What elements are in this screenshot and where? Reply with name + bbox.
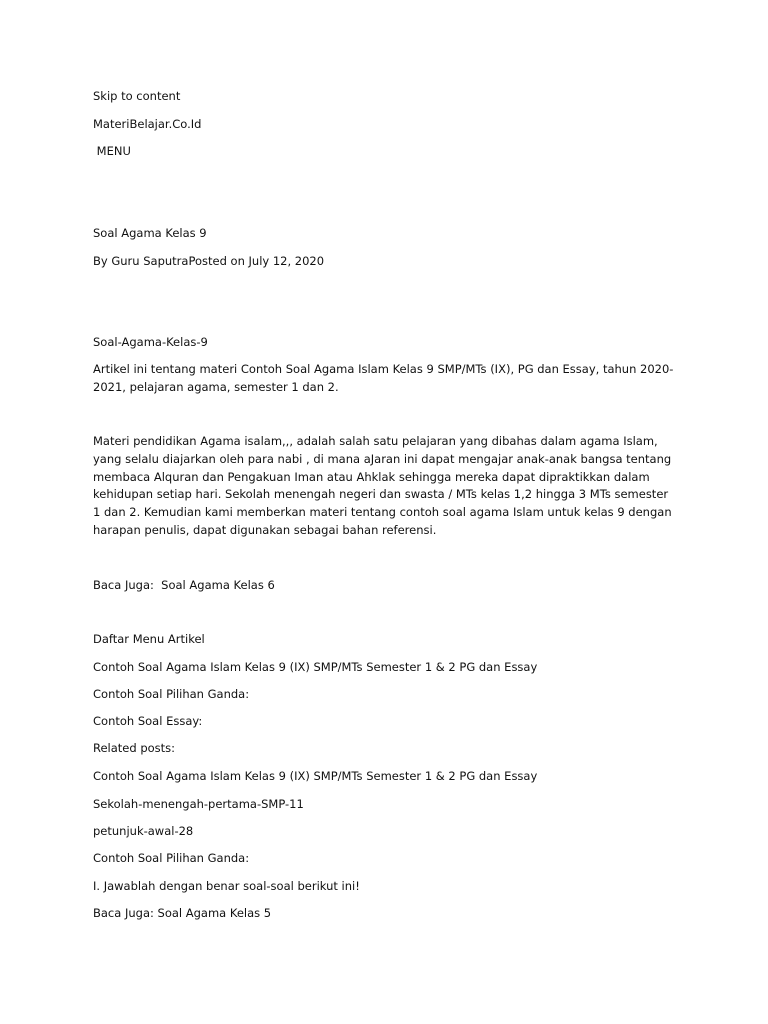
baca-juga-link-2[interactable]: Baca Juga: Soal Agama Kelas 5 (93, 906, 272, 920)
image-caption: Sekolah-menengah-pertama-SMP-11 (93, 797, 304, 811)
article-title: Soal Agama Kelas 9 (93, 226, 207, 240)
article-byline: By Guru SaputraPosted on July 12, 2020 (93, 254, 325, 268)
section-heading: Contoh Soal Agama Islam Kelas 9 (IX) SMP/MTs Semester 1 & 2 PG dan Essay (93, 769, 538, 783)
toc-heading: Daftar Menu Artikel (93, 632, 205, 646)
section-subheading: Contoh Soal Pilihan Ganda: (93, 851, 250, 865)
toc-item[interactable]: Contoh Soal Essay: (93, 714, 203, 728)
skip-to-content-link[interactable]: Skip to content (93, 89, 181, 103)
baca-juga-link-1[interactable]: Baca Juga: Soal Agama Kelas 6 (93, 578, 275, 592)
image-caption: Soal-Agama-Kelas-9 (93, 335, 208, 349)
toc-item[interactable]: Related posts: (93, 741, 176, 755)
instruction-text: I. Jawablah dengan benar soal-soal berikut ini! (93, 879, 360, 893)
menu-button[interactable]: MENU (93, 144, 131, 158)
intro-paragraph: Artikel ini tentang materi Contoh Soal Agama Islam Kelas 9 SMP/MTs (IX), PG dan Essay, tahun 2020-2021, pelajaran agama, semester 1 dan 2. (93, 362, 674, 394)
image-caption: petunjuk-awal-28 (93, 824, 194, 838)
toc-item[interactable]: Contoh Soal Agama Islam Kelas 9 (IX) SMP/MTs Semester 1 & 2 PG dan Essay (93, 660, 538, 674)
site-title-link[interactable]: MateriBelajar.Co.Id (93, 117, 202, 131)
toc-item[interactable]: Contoh Soal Pilihan Ganda: (93, 687, 250, 701)
body-paragraph: Materi pendidikan Agama isalam,,, adalah salah satu pelajaran yang dibahas dalam agama Islam, yang selalu diajarkan oleh para nabi , di mana aJaran ini dapat mengajar anak-anak bangsa tentang membaca Alquran dan Pengakuan Iman atau Ahklak sehingga mereka dapat dipraktikkan dalam kehidupan setiap hari. Sekolah menengah negeri dan swasta / MTs kelas 1,2 hingga 3 MTs semester 1 dan 2. Kemudian kami memberkan materi tentang contoh soal agama Islam untuk kelas 9 dengan harapan penulis, dapat digunakan sebagai bahan referensi. (93, 434, 672, 537)
